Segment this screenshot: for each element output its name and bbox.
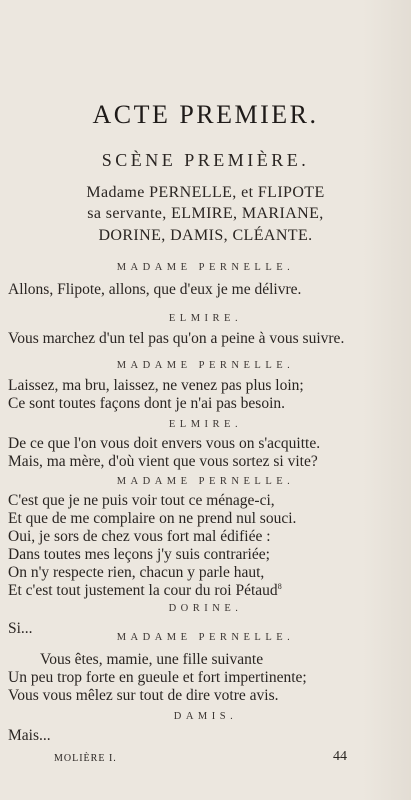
verse-line: Vous vous mêlez sur tout de dire votre avis.	[8, 687, 279, 704]
verse-text: Et c'est tout justement la cour du roi Pétaud	[8, 582, 278, 600]
verse-line: Mais...	[8, 727, 51, 744]
cast-line-2: sa servante, ELMIRE, MARIANE,	[87, 205, 324, 222]
verse-line: Vous marchez d'un tel pas qu'on a peine à vous suivre.	[8, 330, 345, 347]
verse-line: Et que de me complaire on ne prend nul souci.	[8, 510, 297, 527]
speaker-label: DORINE.	[168, 603, 243, 614]
verse-line: On n'y respecte rien, chacun y parle haut,	[8, 564, 265, 581]
speaker-label: DAMIS.	[173, 711, 238, 722]
cast-line-1: Madame PERNELLE, et FLIPOTE	[86, 184, 325, 201]
footnote-marker: 8	[277, 582, 282, 591]
verse-line: Si...	[8, 620, 33, 637]
verse-line: Dans toutes mes leçons j'y suis contrariée;	[8, 546, 270, 563]
speaker-label: MADAME PERNELLE.	[116, 476, 295, 487]
speaker-label: MADAME PERNELLE.	[116, 262, 295, 273]
verse-line: Ce sont toutes façons dont je n'ai pas besoin.	[8, 395, 286, 412]
speaker-label: MADAME PERNELLE.	[116, 360, 295, 371]
verse-line: Allons, Flipote, allons, que d'eux je me délivre.	[8, 281, 302, 298]
verse-line	[8, 582, 282, 600]
running-footer: MOLIÈRE I.	[54, 753, 117, 764]
verse-line: Oui, je sors de chez vous fort mal édifiée :	[8, 528, 271, 545]
verse-line: Laissez, ma bru, laissez, ne venez pas plus loin;	[8, 377, 304, 394]
speaker-label: MADAME PERNELLE.	[116, 632, 295, 643]
verse-line: De ce que l'on vous doit envers vous on s'acquitte.	[8, 435, 321, 452]
scene-heading: SCÈNE PREMIÈRE.	[101, 150, 310, 170]
page-number: 44	[333, 749, 347, 764]
verse-line: Un peu trop forte en gueule et fort impertinente;	[8, 669, 307, 686]
speaker-label: ELMIRE.	[168, 313, 243, 324]
cast-line-3: DORINE, DAMIS, CLÉANTE.	[98, 227, 313, 244]
act-heading: ACTE PREMIER.	[92, 100, 319, 129]
verse-line: C'est que je ne puis voir tout ce ménage-ci,	[8, 492, 275, 509]
verse-line: Mais, ma mère, d'où vient que vous sortez si vite?	[8, 453, 318, 470]
verse-line: Vous êtes, mamie, une fille suivante	[40, 651, 264, 668]
speaker-label: ELMIRE.	[168, 419, 243, 430]
